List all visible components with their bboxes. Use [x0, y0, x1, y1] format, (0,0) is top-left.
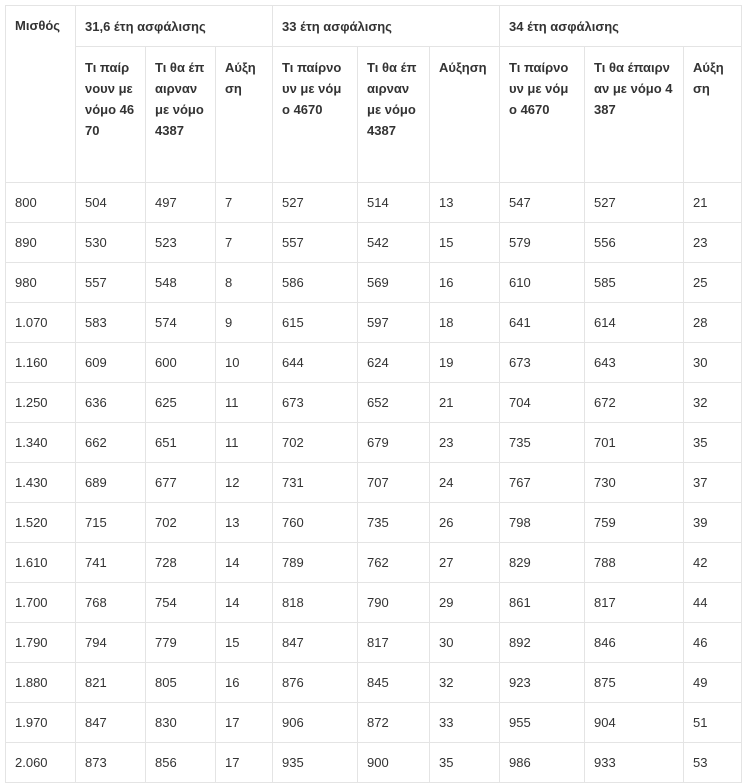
- previous-4387-cell: 614: [585, 303, 684, 343]
- table-body: [6, 183, 742, 783]
- current-4670-cell: 557: [76, 263, 146, 303]
- increase-cell: 32: [430, 663, 500, 703]
- table-row: [6, 463, 742, 503]
- salary-cell: 1.430: [6, 463, 76, 503]
- previous-4387-cell: 790: [358, 583, 430, 623]
- increase-cell: 46: [684, 623, 742, 663]
- increase-cell: 42: [684, 543, 742, 583]
- table-row: [6, 423, 742, 463]
- salary-cell: 800: [6, 183, 76, 223]
- current-4670-cell: 847: [76, 703, 146, 743]
- increase-cell: 13: [430, 183, 500, 223]
- current-4670-cell: 689: [76, 463, 146, 503]
- increase-cell: 53: [684, 743, 742, 783]
- increase-cell: 17: [216, 743, 273, 783]
- group-header: 34 έτη ασφάλισης: [500, 6, 742, 47]
- increase-cell: 16: [216, 663, 273, 703]
- current-4670-cell: 702: [273, 423, 358, 463]
- increase-cell: 15: [430, 223, 500, 263]
- current-4670-cell: 615: [273, 303, 358, 343]
- current-4670-cell: 906: [273, 703, 358, 743]
- subheader-current: Τι παίρνουν με νόμο 4670: [273, 47, 358, 183]
- increase-cell: 21: [430, 383, 500, 423]
- current-4670-cell: 662: [76, 423, 146, 463]
- current-4670-cell: 818: [273, 583, 358, 623]
- previous-4387-cell: 846: [585, 623, 684, 663]
- salary-cell: 890: [6, 223, 76, 263]
- current-4670-cell: 504: [76, 183, 146, 223]
- current-4670-cell: 641: [500, 303, 585, 343]
- current-4670-cell: 923: [500, 663, 585, 703]
- previous-4387-cell: 651: [146, 423, 216, 463]
- current-4670-cell: 704: [500, 383, 585, 423]
- increase-cell: 30: [430, 623, 500, 663]
- increase-cell: 24: [430, 463, 500, 503]
- table-row: [6, 543, 742, 583]
- table-row: [6, 623, 742, 663]
- current-4670-cell: 636: [76, 383, 146, 423]
- increase-cell: 49: [684, 663, 742, 703]
- salary-cell: 1.070: [6, 303, 76, 343]
- salary-cell: 1.520: [6, 503, 76, 543]
- salary-cell: 2.060: [6, 743, 76, 783]
- table-row: [6, 663, 742, 703]
- current-4670-cell: 741: [76, 543, 146, 583]
- previous-4387-cell: 872: [358, 703, 430, 743]
- table-row: [6, 703, 742, 743]
- subheader-current: Τι παίρνουν με νόμο 4670: [76, 47, 146, 183]
- increase-cell: 21: [684, 183, 742, 223]
- previous-4387-cell: 514: [358, 183, 430, 223]
- previous-4387-cell: 523: [146, 223, 216, 263]
- previous-4387-cell: 900: [358, 743, 430, 783]
- increase-cell: 17: [216, 703, 273, 743]
- subheader-row: [6, 47, 742, 183]
- increase-cell: 9: [216, 303, 273, 343]
- previous-4387-cell: 542: [358, 223, 430, 263]
- previous-4387-cell: 779: [146, 623, 216, 663]
- increase-cell: 19: [430, 343, 500, 383]
- salary-header: Μισθός: [6, 6, 76, 183]
- current-4670-cell: 789: [273, 543, 358, 583]
- current-4670-cell: 530: [76, 223, 146, 263]
- pension-table-container: [5, 5, 742, 783]
- salary-cell: 1.340: [6, 423, 76, 463]
- increase-cell: 7: [216, 223, 273, 263]
- previous-4387-cell: 817: [585, 583, 684, 623]
- current-4670-cell: 861: [500, 583, 585, 623]
- increase-cell: 18: [430, 303, 500, 343]
- current-4670-cell: 873: [76, 743, 146, 783]
- current-4670-cell: 547: [500, 183, 585, 223]
- previous-4387-cell: 933: [585, 743, 684, 783]
- current-4670-cell: 798: [500, 503, 585, 543]
- current-4670-cell: 610: [500, 263, 585, 303]
- subheader-previous: Τι θα έπαιρναν με νόμο 4387: [146, 47, 216, 183]
- table-row: [6, 503, 742, 543]
- previous-4387-cell: 788: [585, 543, 684, 583]
- increase-cell: 12: [216, 463, 273, 503]
- increase-cell: 14: [216, 543, 273, 583]
- table-row: [6, 183, 742, 223]
- increase-cell: 33: [430, 703, 500, 743]
- current-4670-cell: 767: [500, 463, 585, 503]
- subheader-previous: Τι θα έπαιρναν με νόμο 4387: [358, 47, 430, 183]
- increase-cell: 35: [430, 743, 500, 783]
- increase-cell: 11: [216, 423, 273, 463]
- previous-4387-cell: 672: [585, 383, 684, 423]
- current-4670-cell: 892: [500, 623, 585, 663]
- current-4670-cell: 644: [273, 343, 358, 383]
- current-4670-cell: 986: [500, 743, 585, 783]
- table-row: [6, 263, 742, 303]
- salary-cell: 1.970: [6, 703, 76, 743]
- table-row: [6, 383, 742, 423]
- previous-4387-cell: 707: [358, 463, 430, 503]
- current-4670-cell: 760: [273, 503, 358, 543]
- previous-4387-cell: 527: [585, 183, 684, 223]
- salary-cell: 1.880: [6, 663, 76, 703]
- previous-4387-cell: 759: [585, 503, 684, 543]
- increase-cell: 35: [684, 423, 742, 463]
- current-4670-cell: 557: [273, 223, 358, 263]
- subheader-previous: Τι θα έπαιρναν με νόμο 4387: [585, 47, 684, 183]
- increase-cell: 29: [430, 583, 500, 623]
- increase-cell: 25: [684, 263, 742, 303]
- current-4670-cell: 609: [76, 343, 146, 383]
- current-4670-cell: 768: [76, 583, 146, 623]
- current-4670-cell: 876: [273, 663, 358, 703]
- previous-4387-cell: 585: [585, 263, 684, 303]
- subheader-increase: Αύξηση: [684, 47, 742, 183]
- subheader-increase: Αύξηση: [430, 47, 500, 183]
- previous-4387-cell: 735: [358, 503, 430, 543]
- previous-4387-cell: 597: [358, 303, 430, 343]
- current-4670-cell: 847: [273, 623, 358, 663]
- increase-cell: 14: [216, 583, 273, 623]
- current-4670-cell: 735: [500, 423, 585, 463]
- previous-4387-cell: 677: [146, 463, 216, 503]
- current-4670-cell: 829: [500, 543, 585, 583]
- increase-cell: 16: [430, 263, 500, 303]
- previous-4387-cell: 600: [146, 343, 216, 383]
- previous-4387-cell: 875: [585, 663, 684, 703]
- increase-cell: 28: [684, 303, 742, 343]
- current-4670-cell: 673: [273, 383, 358, 423]
- increase-cell: 32: [684, 383, 742, 423]
- increase-cell: 13: [216, 503, 273, 543]
- increase-cell: 11: [216, 383, 273, 423]
- previous-4387-cell: 679: [358, 423, 430, 463]
- current-4670-cell: 583: [76, 303, 146, 343]
- previous-4387-cell: 701: [585, 423, 684, 463]
- current-4670-cell: 673: [500, 343, 585, 383]
- increase-cell: 26: [430, 503, 500, 543]
- table-row: [6, 743, 742, 783]
- current-4670-cell: 821: [76, 663, 146, 703]
- increase-cell: 8: [216, 263, 273, 303]
- pension-comparison-table: [5, 5, 742, 783]
- increase-cell: 39: [684, 503, 742, 543]
- increase-cell: 15: [216, 623, 273, 663]
- previous-4387-cell: 497: [146, 183, 216, 223]
- salary-cell: 1.790: [6, 623, 76, 663]
- table-row: [6, 583, 742, 623]
- table-row: [6, 343, 742, 383]
- previous-4387-cell: 702: [146, 503, 216, 543]
- previous-4387-cell: 569: [358, 263, 430, 303]
- increase-cell: 7: [216, 183, 273, 223]
- subheader-current: Τι παίρνουν με νόμο 4670: [500, 47, 585, 183]
- salary-cell: 1.700: [6, 583, 76, 623]
- current-4670-cell: 794: [76, 623, 146, 663]
- group-header-row: [6, 6, 742, 47]
- current-4670-cell: 731: [273, 463, 358, 503]
- previous-4387-cell: 652: [358, 383, 430, 423]
- subheader-increase: Αύξηση: [216, 47, 273, 183]
- previous-4387-cell: 817: [358, 623, 430, 663]
- previous-4387-cell: 830: [146, 703, 216, 743]
- current-4670-cell: 579: [500, 223, 585, 263]
- previous-4387-cell: 845: [358, 663, 430, 703]
- previous-4387-cell: 556: [585, 223, 684, 263]
- previous-4387-cell: 754: [146, 583, 216, 623]
- previous-4387-cell: 805: [146, 663, 216, 703]
- increase-cell: 23: [684, 223, 742, 263]
- previous-4387-cell: 762: [358, 543, 430, 583]
- increase-cell: 37: [684, 463, 742, 503]
- previous-4387-cell: 728: [146, 543, 216, 583]
- previous-4387-cell: 643: [585, 343, 684, 383]
- increase-cell: 10: [216, 343, 273, 383]
- increase-cell: 51: [684, 703, 742, 743]
- increase-cell: 44: [684, 583, 742, 623]
- salary-cell: 1.250: [6, 383, 76, 423]
- salary-cell: 1.160: [6, 343, 76, 383]
- increase-cell: 27: [430, 543, 500, 583]
- group-header: 33 έτη ασφάλισης: [273, 6, 500, 47]
- current-4670-cell: 935: [273, 743, 358, 783]
- previous-4387-cell: 730: [585, 463, 684, 503]
- increase-cell: 30: [684, 343, 742, 383]
- previous-4387-cell: 624: [358, 343, 430, 383]
- salary-cell: 980: [6, 263, 76, 303]
- previous-4387-cell: 904: [585, 703, 684, 743]
- previous-4387-cell: 574: [146, 303, 216, 343]
- table-row: [6, 303, 742, 343]
- current-4670-cell: 955: [500, 703, 585, 743]
- current-4670-cell: 586: [273, 263, 358, 303]
- current-4670-cell: 527: [273, 183, 358, 223]
- previous-4387-cell: 548: [146, 263, 216, 303]
- group-header: 31,6 έτη ασφάλισης: [76, 6, 273, 47]
- salary-cell: 1.610: [6, 543, 76, 583]
- increase-cell: 23: [430, 423, 500, 463]
- current-4670-cell: 715: [76, 503, 146, 543]
- previous-4387-cell: 856: [146, 743, 216, 783]
- table-row: [6, 223, 742, 263]
- previous-4387-cell: 625: [146, 383, 216, 423]
